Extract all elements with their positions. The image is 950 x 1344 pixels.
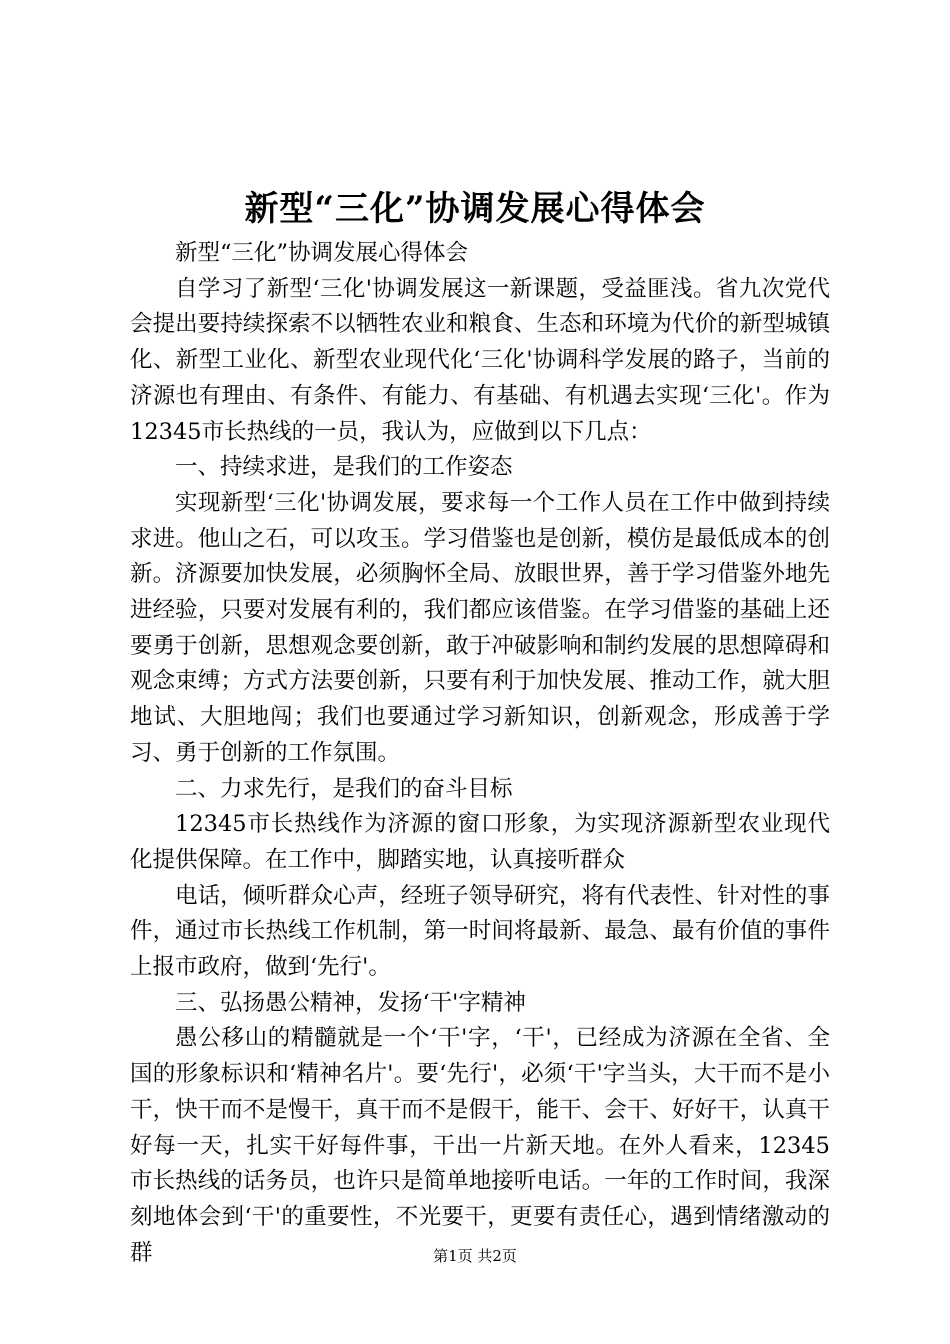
page-footer: 第1页 共2页 [433,1247,517,1265]
section-heading-2: 二、力求先行，是我们的奋斗目标 [175,775,513,802]
paragraph-subtitle: 新型“三化”协调发展心得体会 [175,240,469,266]
paragraph-section-2a: 12345市长热线作为济源的窗口形象，为实现济源新型农业现代化提供保障。在工作中，脚踏实地，认真接听群众 [130,811,830,873]
paragraph-section-2b: 电话，倾听群众心声，经班子领导研究，将有代表性、针对性的事件，通过市长热线工作机制，第一时间将最新、最急、最有价值的事件上报市政府，做到‘先行'。 [130,882,830,981]
section-heading-3: 三、弘扬愚公精神，发扬‘干'字精神 [175,989,526,1016]
paragraph-section-3: 愚公移山的精髓就是一个‘干'字，‘干'，已经成为济源在全省、全国的形象标识和‘精神名片'。要‘先行'，必须‘干'字当头，大干而不是小干，快干而不是慢干，真干而不是假干，能干、会干、好好干，认真干好每一天，扎实干好每件事，干出一片新天地。在外人看来，12345市长热线的话务员，也许只是简单地接听电话。一年的工作时间，我深刻地体会到‘干'的重要性，不光要干，更要有责任心，遇到情绪激动的群 [130,1025,830,1266]
section-heading-1: 一、持续求进，是我们的工作姿态 [175,454,513,481]
paragraph-intro: 自学习了新型‘三化'协调发展这一新课题，受益匪浅。省九次党代会提出要持续探索不以牺牲农业和粮食、生态和环境为代价的新型城镇化、新型工业化、新型农业现代化‘三化'协调科学发展的路子，当前的济源也有理由、有条件、有能力、有基础、有机遇去实现‘三化'。作为12345市长热线的一员，我认为，应做到以下几点： [130,275,830,445]
document-body [130,236,830,1271]
document-title: 新型“三化”协调发展心得体会 [244,189,706,229]
paragraph-section-1: 实现新型‘三化'协调发展，要求每一个工作人员在工作中做到持续求进。他山之石，可以攻玉。学习借鉴也是创新，模仿是最低成本的创新。济源要加快发展，必须胸怀全局、放眼世界，善于学习借鉴外地先进经验，只要对发展有利的，我们都应该借鉴。在学习借鉴的基础上还要勇于创新，思想观念要创新，敢于冲破影响和制约发展的思想障碍和观念束缚；方式方法要创新，只要有利于加快发展、推动工作，就大胆地试、大胆地闯；我们也要通过学习新知识，创新观念，形成善于学习、勇于创新的工作氛围。 [130,489,830,766]
